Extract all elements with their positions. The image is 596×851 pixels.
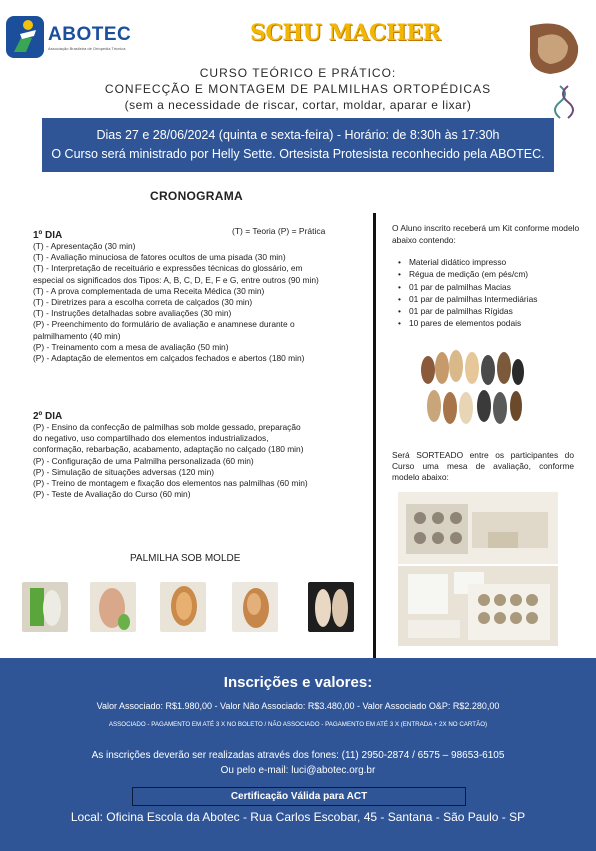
day1-title: 1º DIA: [33, 230, 63, 241]
date-info-box: [42, 118, 554, 172]
price-values: Valor Associado: R$1.980,00 - Valor Não Associado: R$3.480,00 - Valor Associado O&P: R$2.280,00: [96, 701, 500, 711]
kit-insoles-photo: [416, 340, 528, 432]
day2-section: [33, 411, 308, 500]
location-line: Local: Oficina Escola da Abotec - Rua Carlos Escobar, 45 - Santana - São Paulo - SP: [70, 810, 526, 824]
inscricoes-title: Inscrições e valores:: [223, 674, 373, 691]
kit-item: • 01 par de palmilhas Rígidas: [398, 305, 537, 317]
phone-line: As inscrições deverão ser realizadas através dos fones: (11) 2950-2874 / 6575 – 98653-6105: [91, 750, 505, 761]
certification-box: Certificação Válida para ACT: [132, 787, 466, 806]
schedule-line: (P) - Ensino da confecção de palmilhas sob molde gessado, preparação: [33, 422, 301, 432]
vertical-divider: [373, 213, 376, 658]
abotec-name: ABOTEC: [48, 24, 132, 45]
date-line: Dias 27 e 28/06/2024 (quinta e sexta-feira) - Horário: de 8:30h às 17:30h: [96, 128, 500, 142]
raffle-text: Será SORTEADO entre os participantes do Curso uma mesa de avaliação, conforme modelo abaixo:: [392, 450, 574, 483]
schedule-line: (T) - Instruções detalhadas sobre avaliações (30 min): [33, 308, 232, 319]
course-title-line1: CURSO TEÓRICO E PRÁTICO:: [199, 66, 397, 80]
course-title-block: [0, 66, 596, 112]
molde-photo-3: [160, 582, 206, 632]
molde-photo-4: [232, 582, 278, 632]
footer-panel: [0, 658, 596, 851]
molde-photo-2: [90, 582, 136, 632]
schedule-line: (T) - Avaliação minuciosa de fatores ocultos de uma pisada (30 min): [33, 252, 286, 263]
schedule-line: conformação, rebarbação, acabamento, adaptação no calçado (180 min): [33, 444, 304, 455]
evaluation-table-photo-2: [398, 566, 558, 646]
day1-section: [33, 230, 319, 364]
cronograma-legend: (T) = Teoria (P) = Prática: [232, 226, 326, 236]
molde-photo-1: [22, 582, 68, 632]
abotec-logo-icon: [6, 14, 44, 60]
kit-item: • 01 par de palmilhas Macias: [398, 281, 537, 293]
abotec-subtitle: Associação Brasileira de Ortopedia Técnica: [48, 46, 126, 51]
schedule-line: (P) - Simulação de situações adversas (120 min): [33, 466, 215, 477]
kit-item: • Régua de medição (em pés/cm): [398, 268, 537, 280]
instructor-line: O Curso será ministrado por Helly Sette. Ortesista Protesista reconhecido pela ABOTEC.: [51, 147, 545, 161]
schumacher-logo: SCHU MACHER: [250, 20, 441, 46]
schedule-line: (P) - Treinamento com a mesa de avaliação (50 min): [33, 341, 229, 352]
day1-lines: [33, 241, 319, 364]
course-title-line3: (sem a necessidade de riscar, cortar, moldar, aparar e lixar): [124, 98, 472, 112]
payment-terms: ASSOCIADO - PAGAMENTO EM ATÉ 3 X NO BOLETO / NÃO ASSOCIADO - PAGAMENTO EM ATÉ 3 X (ENTRADA + 2X NO CARTÃO): [108, 721, 488, 728]
palmilha-sob-molde-title: PALMILHA SOB MOLDE: [130, 553, 241, 564]
kit-item: • 10 pares de elementos podais: [398, 317, 537, 329]
schedule-line: do negativo, uso compartilhado dos elementos industrializados,: [33, 433, 269, 444]
email-line: Ou pelo e-mail: luci@abotec.org.br: [220, 765, 376, 776]
schedule-line: especial os significados dos Tipos: A, B, C, D, E, F e G, entre outros (90 min): [33, 274, 319, 285]
schedule-line: palmilhamento (40 min): [33, 330, 121, 341]
schedule-line: (P) - Adaptação de elementos em calçados fechados e abertos (180 min): [33, 353, 305, 364]
day2-title: 2º DIA: [33, 411, 63, 422]
schedule-line: (P) - Treino de montagem e fixação dos elementos nas palmilhas (60 min): [33, 478, 308, 489]
molde-photo-5: [308, 582, 354, 632]
kit-item: • 01 par de palmilhas Intermediárias: [398, 293, 537, 305]
evaluation-table-photo: [398, 492, 558, 564]
day2-lines: [33, 422, 308, 500]
cronograma-title: CRONOGRAMA: [150, 189, 243, 203]
schedule-line: (T) - Interpretação de receituário e expressões técnicas do glossário, em: [33, 263, 303, 274]
kit-list: [398, 256, 537, 330]
schedule-line: (T) - A prova complementada de uma Receita Médica (30 min): [33, 285, 265, 296]
contact-block: [0, 748, 596, 778]
schedule-line: (T) - Diretrizes para a escolha correta de calçados (30 min): [33, 297, 253, 308]
kit-intro: O Aluno inscrito receberá um Kit conforme modelo abaixo contendo:: [392, 223, 580, 245]
schedule-line: (P) - Configuração de uma Palmilha personalizada (60 min): [33, 455, 254, 466]
kit-item: • Material didático impresso: [398, 256, 537, 268]
schedule-line: (P) - Teste de Avaliação do Curso (60 min): [33, 489, 191, 500]
schedule-line: (P) - Preenchimento do formulário de avaliação e anamnese durante o: [33, 319, 295, 330]
schedule-line: (T) - Apresentação (30 min): [33, 241, 136, 251]
course-title-line2: CONFECÇÃO E MONTAGEM DE PALMILHAS ORTOPÉDICAS: [104, 82, 492, 96]
